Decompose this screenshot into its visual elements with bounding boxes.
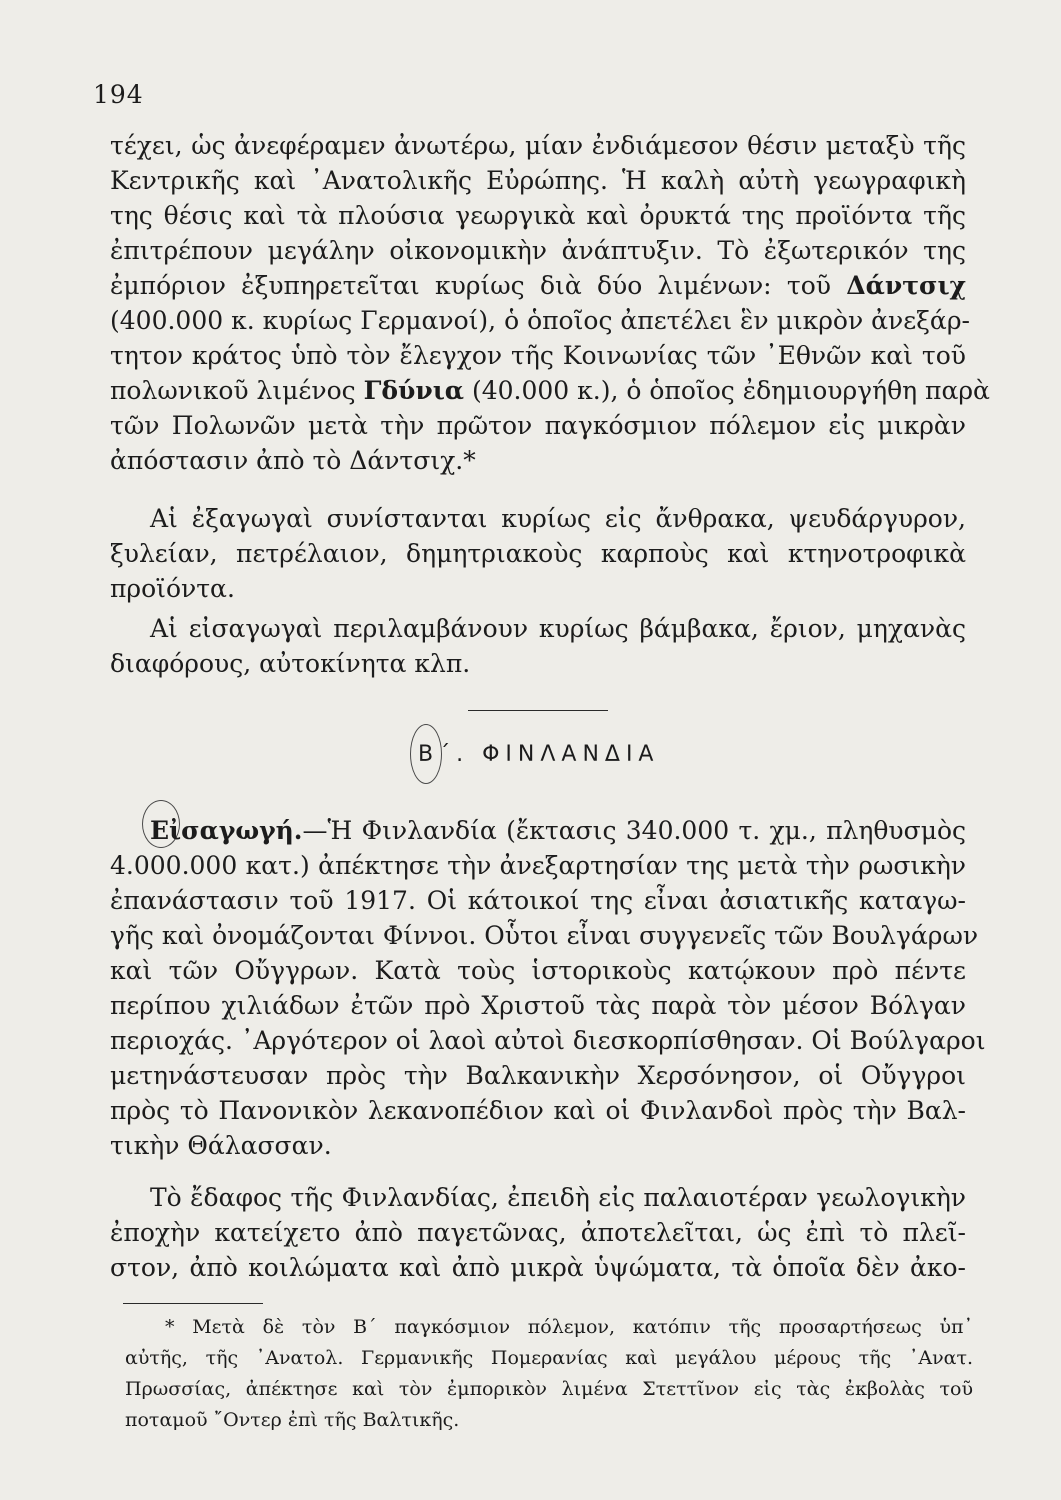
text-fragment: (40.000 κ.), ὁ ὁποῖος ἐδημιουργήθη παρὰ: [464, 376, 990, 405]
text-line: Τὸ ἔδαφος τῆς Φινλανδίας, ἐπειδὴ εἰς παλαιοτέραν γεωλογικὴν: [150, 1183, 966, 1212]
place-name-danzig: Δάντσιχ: [846, 271, 966, 300]
footnote-line: αὐτῆς, τῆς ᾿Ανατολ. Γερμανικῆς Πομερανίας καὶ μεγάλου μέρους τῆς ᾿Ανατ.: [125, 1347, 973, 1369]
text-line: ξυλείαν, πετρέλαιον, δημητριακοὺς καρποὺς καὶ κτηνοτροφικὰ: [110, 539, 966, 568]
paragraph-exports: [110, 501, 966, 606]
section-heading: Β΄. ΦΙΝΛΑΝΔΙΑ: [418, 742, 660, 767]
footnote-line: ποταμοῦ ῎Οντερ ἐπὶ τῆς Βαλτικῆς.: [125, 1409, 460, 1431]
section-divider: [468, 710, 608, 711]
text-line: προϊόντα.: [110, 574, 235, 603]
footnote: [125, 1312, 973, 1436]
text-line: τικὴν Θάλασσαν.: [110, 1131, 332, 1160]
paragraph-imports: [110, 611, 966, 681]
text-line: στον, ἀπὸ κοιλώματα καὶ ἀπὸ μικρὰ ὑψώματα, τὰ ὁποῖα δὲν ἀκο-: [110, 1253, 966, 1282]
text-line: [110, 268, 966, 303]
text-fragment: πολωνικοῦ λιμένος: [110, 376, 364, 405]
text-line: πρὸς τὸ Πανονικὸν λεκανοπέδιον καὶ οἱ Φινλανδοὶ πρὸς τὴν Βαλ-: [110, 1096, 966, 1125]
paragraph-finland-terrain: [110, 1180, 966, 1285]
text-line: τητον κράτος ὑπὸ τὸν ἔλεγχον τῆς Κοινωνίας τῶν ᾿Εθνῶν καὶ τοῦ: [110, 341, 966, 370]
text-line: ἐποχὴν κατείχετο ἀπὸ παγετῶνας, ἀποτελεῖται, ὡς ἐπὶ τὸ πλεῖ-: [110, 1218, 966, 1247]
text-line: (400.000 κ. κυρίως Γερμανοί), ὁ ὁποῖος ἀπετέλει ἓν μικρὸν ἀνεξάρ-: [110, 306, 970, 335]
text-line: [110, 813, 966, 848]
footnote-line: * Μετὰ δὲ τὸν Β΄ παγκόσμιον πόλεμον, κατόπιν τῆς προσαρτήσεως ὑπ᾿: [165, 1316, 973, 1338]
text-line: 4.000.000 κατ.) ἀπέκτησε τὴν ἀνεξαρτησίαν της μετὰ τὴν ρωσικὴν: [110, 851, 966, 880]
text-line: περίπου χιλιάδων ἐτῶν πρὸ Χριστοῦ τὰς παρὰ τὸν μέσον Βόλγαν: [110, 991, 966, 1020]
paragraph-finland-intro: [110, 813, 986, 1163]
text-line: [110, 373, 990, 408]
text-line: τέχει, ὡς ἀνεφέραμεν ἀνωτέρω, μίαν ἐνδιάμεσον θέσιν μεταξὺ τῆς: [110, 131, 966, 160]
text-line: ἐπανάστασιν τοῦ 1917. Οἱ κάτοικοί της εἶναι ἀσιατικῆς καταγω-: [110, 886, 966, 915]
footnote-divider: [123, 1303, 263, 1304]
intro-label: Εἰσαγωγή.: [150, 816, 303, 845]
paragraph-poland-trade: [110, 128, 990, 478]
text-line: Κεντρικῆς καὶ ᾿Ανατολικῆς Εὐρώπης. Ἡ καλὴ αὐτὴ γεωγραφικὴ: [110, 166, 966, 195]
text-line: γῆς καὶ ὀνομάζονται Φίννοι. Οὗτοι εἶναι συγγενεῖς τῶν Βουλγάρων: [110, 921, 979, 950]
text-line: της θέσις καὶ τὰ πλούσια γεωργικὰ καὶ ὀρυκτά της προϊόντα τῆς: [110, 201, 966, 230]
text-line: περιοχάς. ᾿Αργότερον οἱ λαοὶ αὐτοὶ διεσκορπίσθησαν. Οἱ Βούλγαροι: [110, 1026, 986, 1055]
text-line: Αἱ εἰσαγωγαὶ περιλαμβάνουν κυρίως βάμβακα, ἔριον, μηχανὰς: [150, 614, 966, 643]
text-fragment: —Ἡ Φινλανδία (ἔκτασις 340.000 τ. χμ., πληθυσμὸς: [302, 816, 966, 845]
text-line: μετηνάστευσαν πρὸς τὴν Βαλκανικὴν Χερσόνησον, οἱ Οὔγγροι: [110, 1061, 966, 1090]
text-line: ἀπόστασιν ἀπὸ τὸ Δάντσιχ.*: [110, 446, 476, 475]
text-line: τῶν Πολωνῶν μετὰ τὴν πρῶτον παγκόσμιον πόλεμον εἰς μικρὰν: [110, 411, 966, 440]
text-line: καὶ τῶν Οὔγγρων. Κατὰ τοὺς ἱστορικοὺς κατῴκουν πρὸ πέντε: [110, 956, 966, 985]
text-line: ἐπιτρέπουν μεγάλην οἰκονομικὴν ἀνάπτυξιν. Τὸ ἐξωτερικόν της: [110, 236, 966, 265]
footnote-line: Πρωσσίας, ἀπέκτησε καὶ τὸν ἐμπορικὸν λιμένα Στεττῖνον εἰς τὰς ἐκβολὰς τοῦ: [125, 1378, 973, 1400]
place-name-gdynia: Γδύνια: [363, 376, 465, 405]
text-fragment: ἐμπόριον ἐξυπηρετεῖται κυρίως διὰ δύο λιμένων: τοῦ: [110, 271, 847, 300]
text-line: διαφόρους, αὐτοκίνητα κλπ.: [110, 649, 471, 678]
text-line: Αἱ ἐξαγωγαὶ συνίστανται κυρίως εἰς ἄνθρακα, ψευδάργυρον,: [150, 504, 966, 533]
page-number: 194: [93, 80, 144, 109]
